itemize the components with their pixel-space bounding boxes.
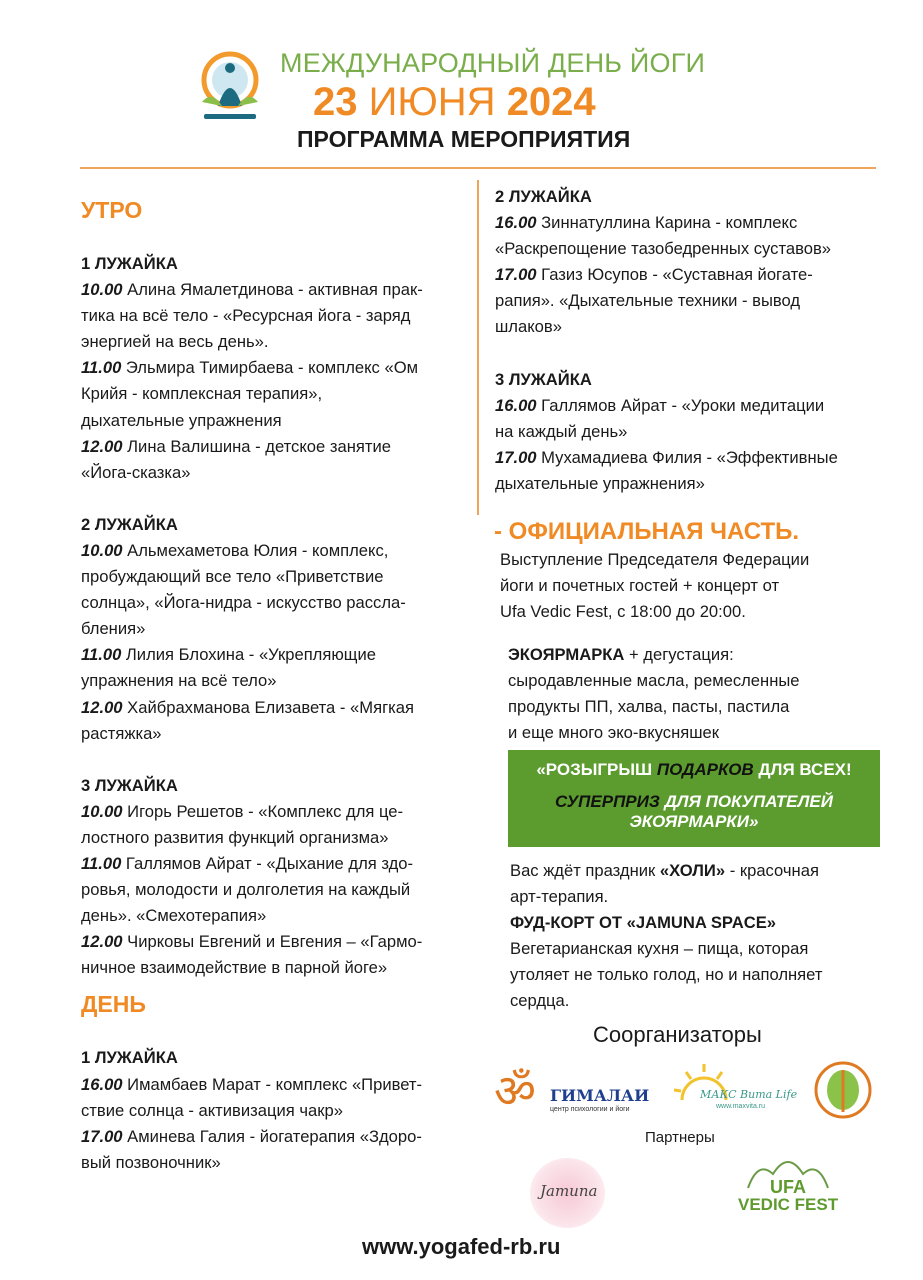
schedule-entry [81,929,423,981]
entry-line: на каждый день» [495,421,628,441]
promo-gifts: ПОДАРКОВ [656,760,754,779]
food-line: сердца. [510,991,570,1011]
himalai-logo [492,1066,667,1124]
schedule-entry [81,799,423,851]
entry-line [81,851,423,877]
entry-line [81,929,423,955]
entry-line [81,434,423,460]
lawn-heading: 3 ЛУЖАЙКА [495,369,592,389]
eco-fair [508,642,800,746]
entry-line: растяжка» [81,723,162,743]
entry-line [81,355,423,381]
entry-line [495,210,838,236]
entry-line: лостного развития функций организма» [81,827,389,847]
date-month: ИЮНЯ [368,80,496,124]
fair-line: сыродавленные масла, ремесленные [508,671,800,691]
entry-line: день». «Смехотерапия» [81,906,267,926]
entry-line [81,1072,423,1098]
left-column [81,195,423,1176]
entry-text: Лилия Блохина - «Укрепляющие [125,645,376,665]
entry-line: ствие солнца - активизация чакр» [81,1100,343,1120]
entry-line: Крийя - комплексная терапия», [81,384,323,404]
entry-line: солнца», «Йога-нидра - искусство рассла- [81,593,406,613]
entry-line: ровья, молодости и долголетия на каждый [81,880,411,900]
spacer [81,747,423,773]
schedule-entry [81,538,423,642]
header-divider [80,167,876,169]
spacer [81,486,423,512]
lawn-heading: 1 ЛУЖАЙКА [81,254,178,273]
coorganizers-label: Соорганизаторы [593,1022,762,1047]
entry-line: пробуждающий все тело «Приветствие [81,567,384,587]
holi-line [510,858,822,884]
entry-time: 12.00 [81,932,123,952]
entry-text: Аминева Галия - йогатерапия «Здоро- [127,1126,422,1146]
entry-time: 17.00 [81,1126,123,1146]
entry-time: 12.00 [81,697,123,717]
date-year: 2024 [506,80,596,124]
entry-line: дыхательные упражнения [81,410,282,430]
schedule-entry [81,355,423,433]
entry-time: 11.00 [81,853,122,873]
spacer [81,225,423,251]
entry-line: ничное взаимодействие в парной йоге» [81,958,388,978]
holi-name: «ХОЛИ» [659,861,726,880]
section-heading: ДЕНЬ [81,991,146,1018]
partners-label: Партнеры [645,1129,715,1146]
schedule-entry [495,262,838,340]
right-column [495,184,838,497]
schedule-entry [495,445,838,497]
entry-line: «Раскрепощение тазобедренных суставов» [495,239,832,259]
promo-text: «РОЗЫГРЫШ [536,760,657,779]
official-line: йоги и почетных гостей + концерт от [500,576,780,596]
entry-time: 17.00 [495,447,537,467]
promo-line-2 [508,792,880,812]
maks-name: МАКС Вита Life [700,1088,798,1101]
jamuna-text: Jamuna [540,1182,598,1200]
clinic-logo [812,1060,874,1126]
entry-time: 10.00 [81,280,123,300]
entry-line [81,538,423,564]
entry-line: дыхательные упражнения» [495,473,705,493]
entry-text: Эльмира Тимирбаева - комплекс «Ом [125,358,419,378]
entry-line: упражнения на всё тело» [81,671,277,691]
spacer [495,341,838,367]
yoga-day-logo [196,50,264,130]
entry-text: Имамбаев Марат - комплекс «Привет- [127,1074,423,1094]
holi-line: арт-терапия. [510,887,609,907]
himalai-subtitle: центр психологии и йоги [550,1106,630,1113]
entry-line [81,799,423,825]
lawn-heading: 2 ЛУЖАЙКА [81,514,178,534]
holi-text: Вас ждёт праздник [510,861,660,880]
entry-time: 16.00 [495,395,537,415]
entry-line: рапия». «Дыхательные техники - вывод [495,291,801,311]
food-line: утоляет не только голод, но и наполняет [510,965,823,985]
page-title: ПРОГРАММА МЕРОПРИЯТИЯ [297,126,631,152]
event-date [313,80,596,125]
event-subtitle: МЕЖДУНАРОДНЫЙ ДЕНЬ ЙОГИ [280,48,706,78]
entry-line [81,1124,423,1150]
entry-text: Галлямов Айрат - «Уроки медитации [541,395,825,415]
entry-time: 12.00 [81,436,123,456]
schedule-entry [495,393,838,445]
schedule-entry [81,642,423,694]
lawn-heading: 1 ЛУЖАЙКА [81,1048,178,1068]
entry-time: 11.00 [81,645,122,665]
entry-text: Альмехаметова Юлия - комплекс, [127,540,389,560]
schedule-entry [81,851,423,929]
entry-line: тика на всё тело - «Ресурсная йога - заряд [81,306,411,326]
promo-line-3: ЭКОЯРМАРКИ» [629,812,759,831]
official-part [494,517,809,625]
entry-text: Чирковы Евгений и Евгения – «Гармо- [127,932,423,952]
spacer [81,1019,423,1045]
schedule-entry [81,695,423,747]
promo-text: ДЛЯ ВСЕХ! [753,760,852,779]
entry-time: 17.00 [495,265,537,285]
promo-superprize: СУПЕРПРИЗ [555,792,660,811]
entry-time: 16.00 [495,213,537,233]
date-day: 23 [313,80,358,124]
entry-line: бления» [81,619,146,639]
lawn-heading: 3 ЛУЖАЙКА [81,775,178,795]
entry-time: 16.00 [81,1074,123,1094]
entry-time: 11.00 [81,358,122,378]
official-line: Ufa Vedic Fest, с 18:00 до 20:00. [500,602,746,622]
fair-line: и еще много эко-вкусняшек [508,723,720,743]
promo-banner [508,750,880,847]
schedule-entry [495,210,838,262]
entry-line: энергией на весь день». [81,332,269,352]
schedule-entry [81,277,423,355]
entry-time: 10.00 [81,801,123,821]
food-line: Вегетарианская кухня – пища, которая [510,939,809,959]
maks-url: www.maxvita.ru [716,1103,766,1110]
holi-block [510,858,822,1015]
om-icon: ॐ [494,1065,536,1117]
ufa-vedic-fest-logo [738,1150,838,1222]
entry-text: Галлямов Айрат - «Дыхание для здо- [125,853,414,873]
official-line: Выступление Председателя Федерации [500,550,810,569]
entry-text: Газиз Юсупов - «Суставная йогате- [541,265,813,285]
website-link[interactable]: www.yogafed-rb.ru [362,1234,561,1259]
food-title: ФУД-КОРТ ОТ «JAMUNA SPACE» [510,913,777,933]
holi-text: - красочная [725,861,819,880]
entry-time: 10.00 [81,540,123,560]
entry-line [495,262,838,288]
fair-line: продукты ПП, халва, пасты, пастила [508,697,790,717]
section-heading: УТРО [81,197,143,223]
jamuna-logo [530,1158,605,1228]
vedic-fest-text: VEDIC FEST [738,1195,839,1214]
entry-text: Игорь Решетов - «Комплекс для це- [127,801,404,821]
column-divider [477,180,479,515]
entry-text: Зиннатуллина Карина - комплекс [541,213,798,233]
official-title: - ОФИЦИАЛЬНАЯ ЧАСТЬ. [494,518,800,545]
fair-heading [508,642,800,668]
entry-line [81,695,423,721]
entry-text: Хайбрахманова Елизавета - «Мягкая [127,697,414,717]
lawn-heading: 2 ЛУЖАЙКА [495,187,592,206]
fair-title: ЭКОЯРМАРКА [508,645,625,664]
entry-line [495,393,838,419]
entry-line [81,642,423,668]
entry-text: Мухамадиева Филия - «Эффективные [541,447,838,467]
entry-line: «Йога-сказка» [81,462,191,482]
fair-title-rest: + дегустация: [624,645,734,664]
promo-text: ДЛЯ ПОКУПАТЕЛЕЙ [659,792,833,811]
entry-text: Алина Ямалетдинова - активная прак- [127,280,423,300]
maks-vita-logo [672,1060,804,1120]
ufa-text: UFA [770,1177,806,1197]
entry-line: шлаков» [495,317,562,337]
schedule-entry [81,1124,423,1176]
entry-line: вый позвоночник» [81,1152,221,1172]
himalai-name: ГИМАЛАИ [550,1086,650,1105]
entry-line [495,445,838,471]
entry-line [81,277,423,303]
schedule-entry [81,1072,423,1124]
entry-text: Лина Валишина - детское занятие [127,436,391,456]
schedule-entry [81,434,423,486]
promo-line-1 [508,760,880,780]
